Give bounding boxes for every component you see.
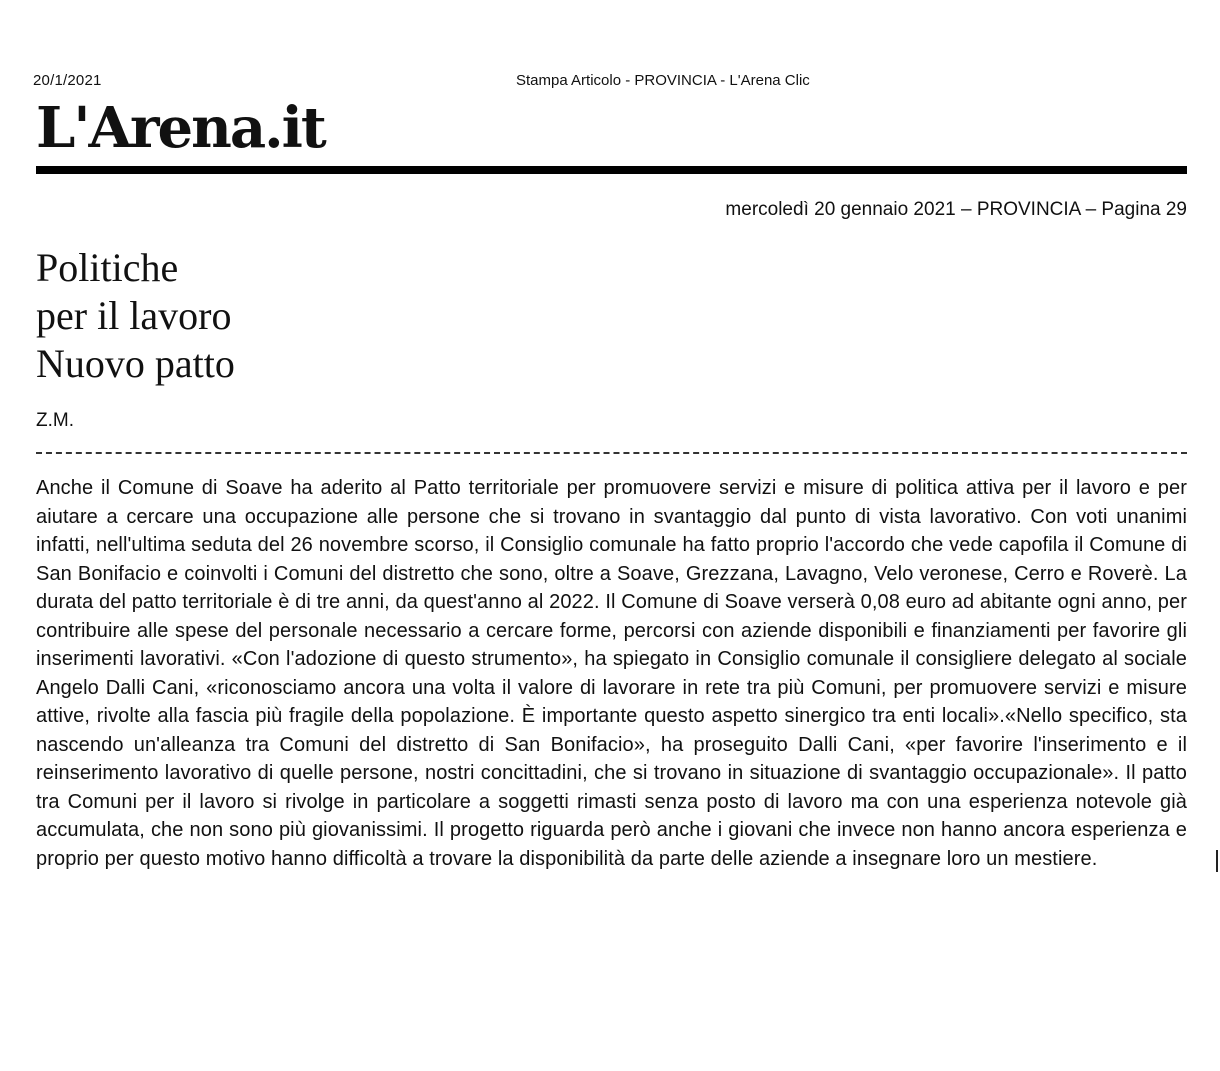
issue-line: mercoledì 20 gennaio 2021 – PROVINCIA – Pagina 29	[725, 199, 1187, 220]
article-body: Anche il Comune di Soave ha aderito al Patto territoriale per promuovere servizi e misure di politica attiva per il lavoro e per aiutare a cercare una occupazione alle persone che si trovano in svantaggio dal punto di vista lavorativo. Con voti unanimi infatti, nell'ultima seduta del 26 novembre scorso, il Consiglio comunale ha fatto proprio l'accordo che vede capofila il Comune di San Bonifacio e coinvolti i Comuni del distretto che sono, oltre a Soave, Grezzana, Lavagno, Velo veronese, Cerro e Roverè. La durata del patto territoriale è di tre anni, da quest'anno al 2022. Il Comune di Soave verserà 0,08 euro ad abitante ogni anno, per contribuire alle spese del personale necessario a cercare forme, percorsi con aziende disponibili e finanziamenti per favorire gli inserimenti lavorativi. «Con l'adozione di questo strumento», ha spiegato in Consiglio comunale il consigliere delegato al sociale Angelo Dalli Cani, «riconosciamo ancora una volta il valore di lavorare in rete tra più Comuni, per promuovere servizi e misure attive, rivolte alla fascia più fragile della popolazione. È importante questo aspetto sinergico tra enti locali».«Nello specifico, sta nascendo un'alleanza tra Comuni del distretto di San Bonifacio», ha proseguito Dalli Cani, «per favorire l'inserimento e il reinserimento lavorativo di quelle persone, nostri concittadini, che si trovano in situazione di svantaggio occupazionale». Il patto tra Comuni per il lavoro si rivolge in particolare a soggetti rimasti senza posto di lavoro ma con una esperienza notevole già accumulata, che non sono più giovanissimi. Il progetto riguarda però anche i giovani che invece non hanno ancora esperienza e proprio per questo motivo hanno difficoltà a trovare la disponibilità da parte delle aziende a insegnare loro un mestiere.	[36, 477, 1187, 870]
headline-line-2: per il lavoro	[36, 293, 232, 338]
scan-edge-mark	[1216, 850, 1218, 872]
headline-line-3: Nuovo patto	[36, 341, 235, 386]
byline: Z.M.	[36, 410, 74, 431]
masthead-logo: L'Arena.it	[36, 95, 325, 161]
headline-line-1: Politiche	[36, 245, 179, 290]
print-header-title: Stampa Articolo - PROVINCIA - L'Arena Clic	[516, 72, 810, 89]
print-date: 20/1/2021	[33, 72, 102, 89]
article-headline	[36, 244, 235, 388]
masthead-rule	[36, 166, 1187, 174]
section-divider	[36, 452, 1187, 454]
